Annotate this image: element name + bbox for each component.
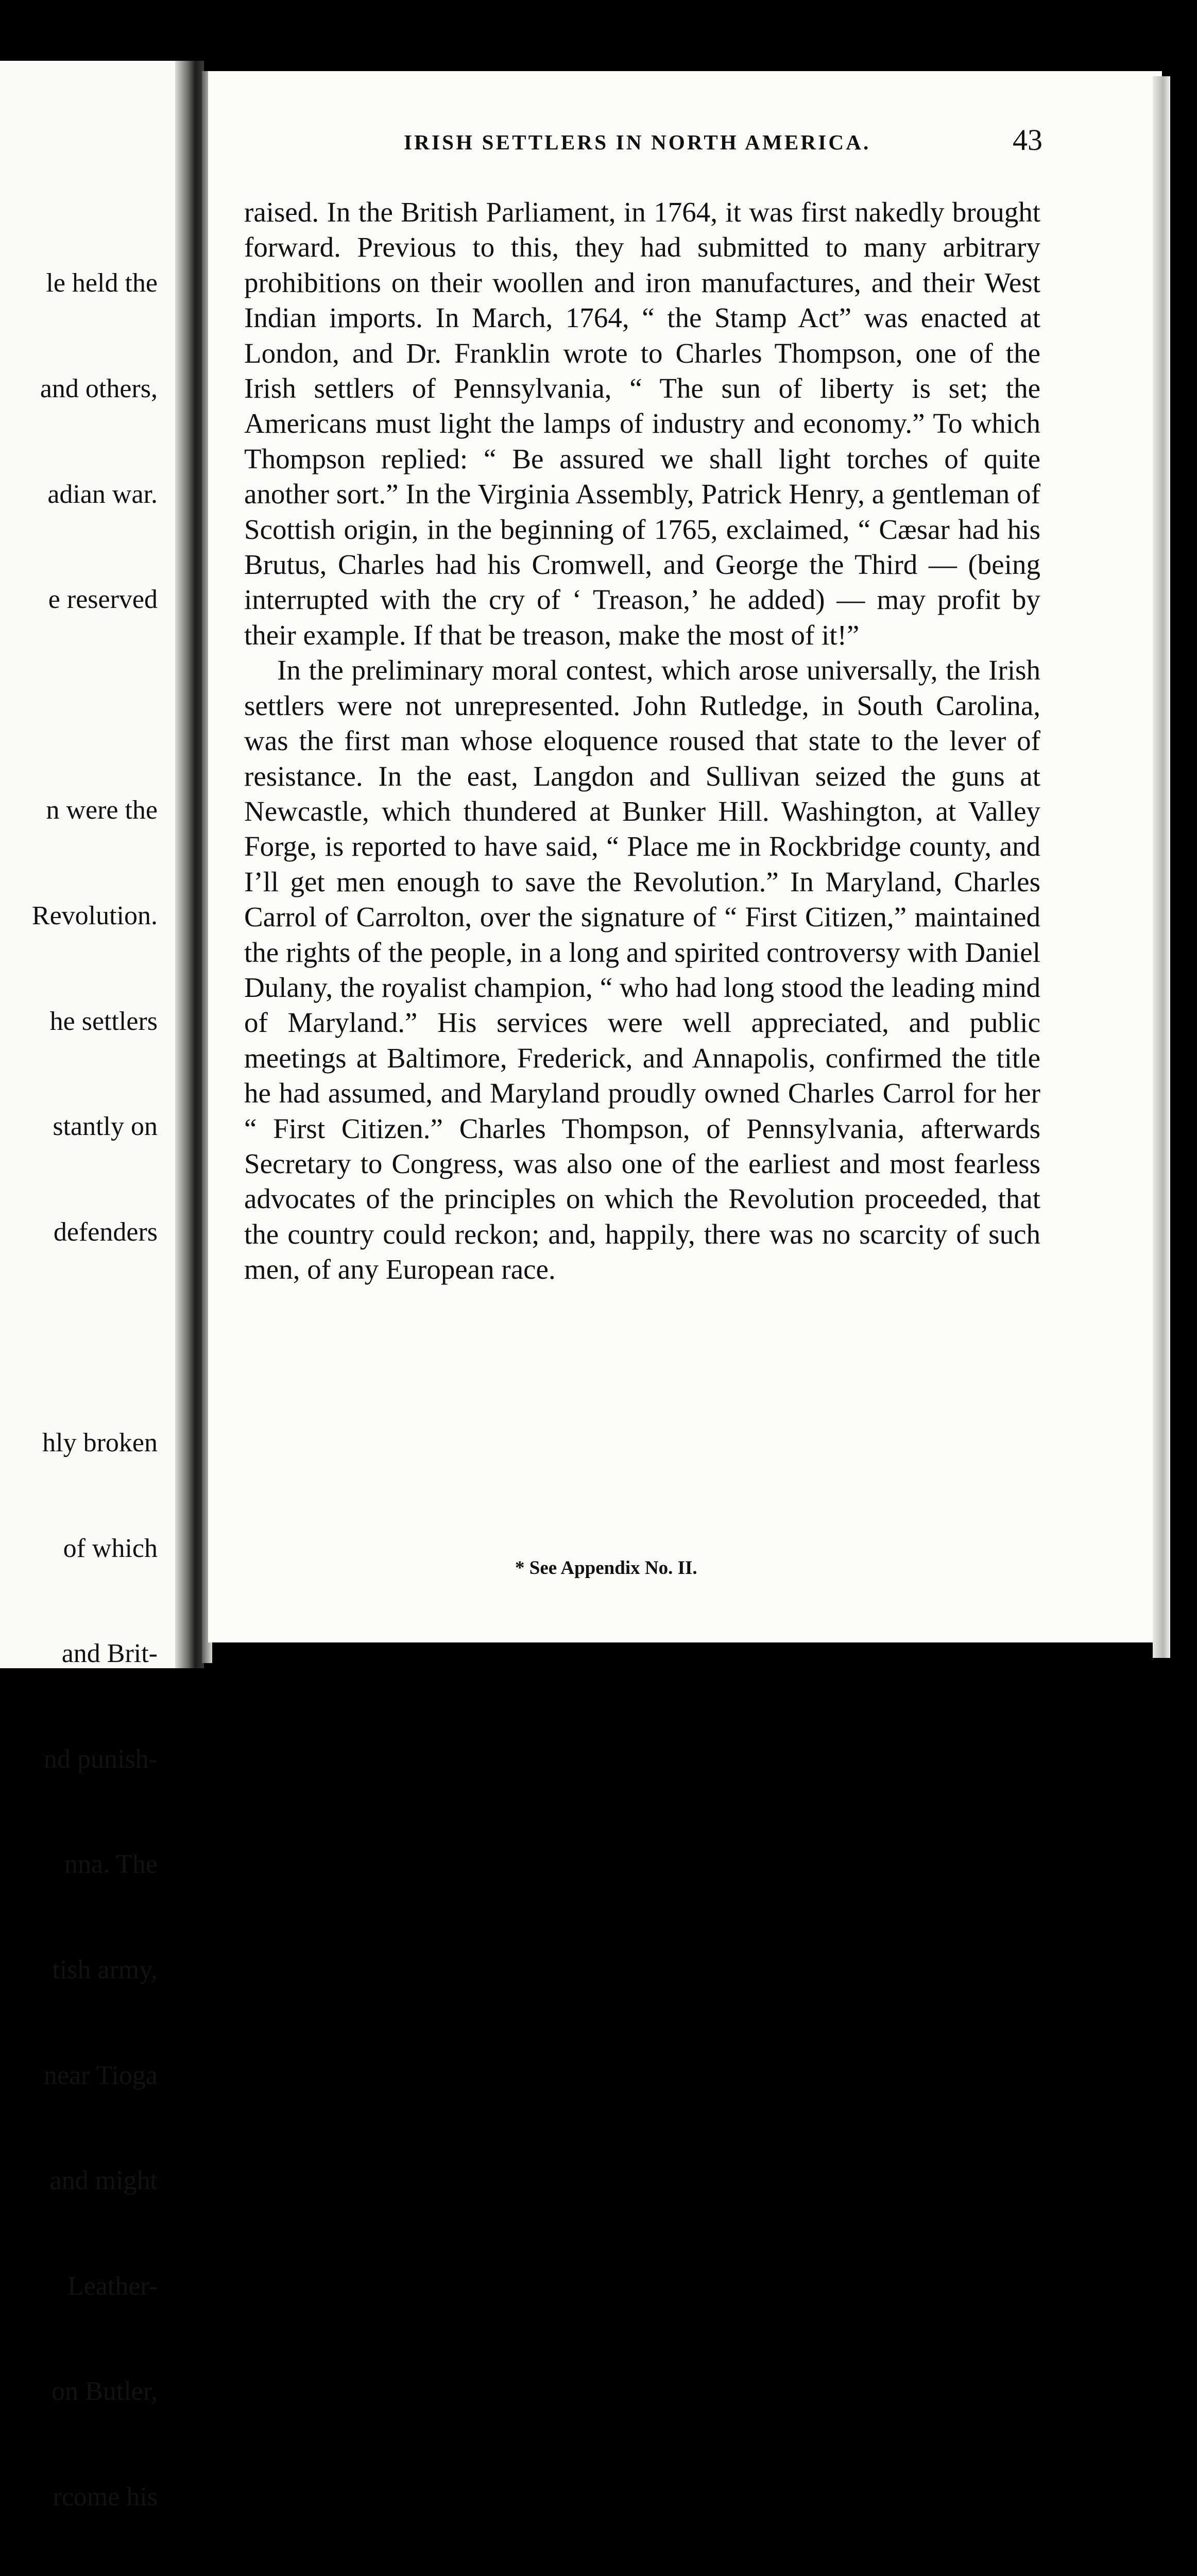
previous-page-line: and others, (40, 374, 158, 403)
page-number: 43 (1013, 123, 1042, 157)
previous-page-line: le held the (46, 268, 158, 298)
page-body (244, 195, 1040, 1287)
previous-page-fragment (0, 61, 184, 2512)
page-edge (1153, 76, 1170, 1658)
previous-page-line: Revolution. (31, 901, 158, 930)
previous-page-text (0, 196, 158, 2576)
footnote: * See Appendix No. II. (515, 1557, 697, 1579)
running-head: IRISH SETTLERS IN NORTH AMERICA. (404, 130, 871, 154)
previous-page-line: e reserved (48, 585, 158, 615)
body-paragraph: raised. In the British Parliament, in 1764, it was first nakedly brought forward. Previous to this, they had submitted to many arbitrary prohibitions on their woollen and iron manufactures, and their West Indian imports. In March, 1764, “ the Stamp Act” was enacted at London, and Dr. Franklin wrote to Charles Thompson, one of the Irish settlers of Pennsylvania, “ The sun of liberty is set; the Americans must light the lamps of industry and economy.” To which Thompson replied: “ Be assured we shall light torches of quite another sort.” In the Virginia Assembly, Patrick Henry, a gentleman of Scottish origin, in the beginning of 1765, exclaimed, “ Cæsar had his Brutus, Charles had his Cromwell, and George the Third — (being interrupted with the cry of ‘ Treason,’ he added) — may profit by their example. If that be treason, make the most of it!” (244, 196, 1040, 651)
body-paragraph: In the preliminary moral contest, which arose universally, the Irish settlers were not unrepresented. John Rutledge, in South Carolina, was the first man whose eloquence roused that state to the lever of resistance. In the east, Langdon and Sullivan seized the guns at Newcastle, which thundered at Bunker Hill. Washington, at Valley Forge, is reported to have said, “ Place me in Rockbridge county, and I’ll get men enough to save the Revolution.” In Maryland, Charles Carrol of Carrolton, over the signature of “ First Citizen,” maintained the rights of the people, in a long and spirited controversy with Daniel Dulany, the royalist champion, “ who had long stood the leading mind of Maryland.” His services were well appreciated, and public meetings at Baltimore, Frederick, and Annapolis, confirmed the title he had assumed, and Maryland proudly owned Charles Carrol for her “ First Citizen.” Charles Thompson, of Pennsylvania, afterwards Secretary to Congress, was also one of the earliest and most fearless advocates of the principles on which the Revolution proceeded, that the country could reckon; and, happily, there was no scarcity of such men, of any European race. (244, 654, 1040, 1285)
previous-page-line: adian war. (47, 479, 158, 509)
previous-page-line: on Butler, (52, 2377, 158, 2406)
previous-page-line: and might (49, 2166, 158, 2196)
previous-page-line: rcome his (53, 2482, 158, 2512)
previous-page-line: hly broken (42, 1428, 158, 1458)
previous-page-line: tish army, (52, 1955, 158, 1985)
previous-page-line: stantly on (53, 1112, 158, 1142)
previous-page-line: of which (63, 1533, 158, 1563)
previous-page-line: nna. The (64, 1850, 158, 1879)
previous-page-line: Leather- (67, 2271, 158, 2301)
previous-page-line (0, 1320, 158, 1355)
previous-page-line: and Brit- (61, 1639, 158, 1669)
previous-page-line: near Tioga (44, 2060, 158, 2090)
previous-page-line (0, 688, 158, 723)
book-gutter (175, 61, 204, 1668)
previous-page-line: defenders (53, 1217, 158, 1247)
previous-page-line: he settlers (49, 1006, 158, 1036)
previous-page-line: n were the (46, 795, 158, 825)
previous-page-line: nd punish- (44, 1744, 158, 1774)
